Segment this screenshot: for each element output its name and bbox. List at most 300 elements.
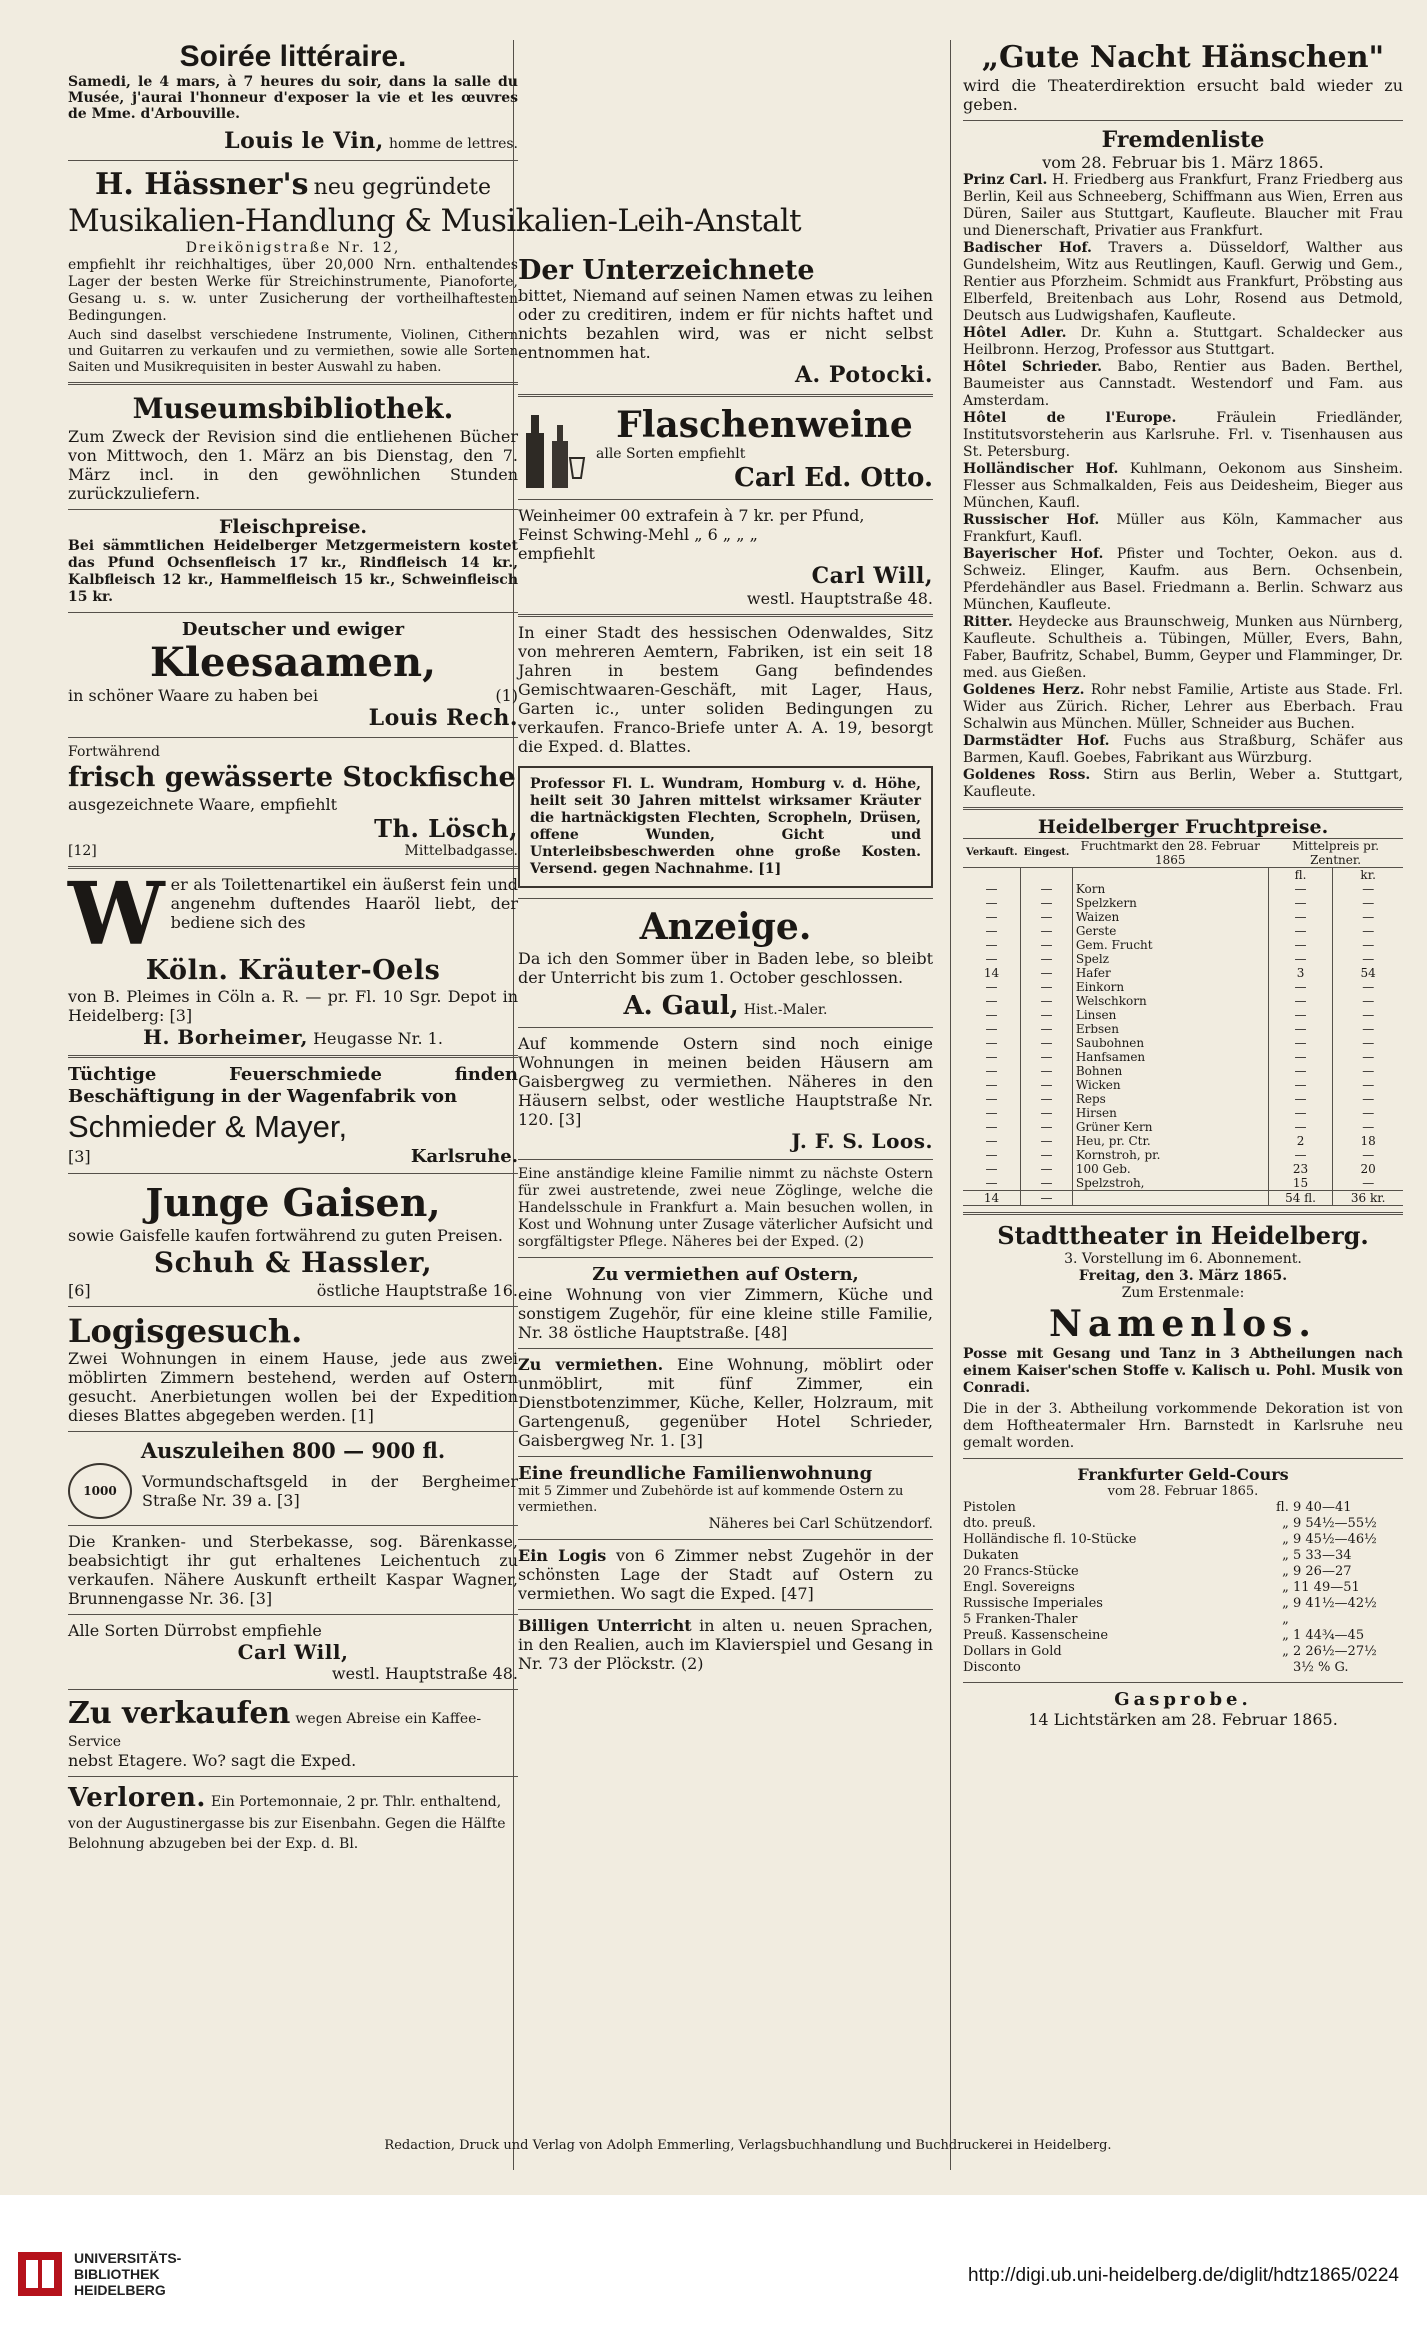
klee-ad [68,619,518,731]
frucht-cell-kr: — [1333,896,1403,910]
frucht-cell-kr: 54 [1333,966,1403,980]
klee-num: (1) [495,686,518,705]
auszuleihen-text: Vormundschaftsgeld in der Bergheimer Straße Nr. 39 a. [142,1472,518,1510]
unterzeichnete-text: bittet, Niemand auf seinen Namen etwas zu leihen oder zu creditiren, indem er für nichts haftet und nichts bezahlen wird, was er nicht selbst entnommen hat. [518,286,933,362]
verkaufen-text-2: nebst Etagere. Wo? sagt die Exped. [68,1751,357,1770]
frucht-cell-fl: 23 [1268,1162,1333,1176]
frucht-row [963,1134,1403,1148]
stock-num: [12] [68,843,97,859]
frucht-cell-name: Welschkorn [1072,994,1268,1008]
frucht-cell-e: — [1021,1106,1073,1120]
geld-name: Preuß. Kassenscheine [963,1628,1109,1643]
library-name-3: HEIDELBERG [74,2282,166,2298]
schmied-ad [68,1064,518,1167]
vermiethen-1-text: eine Wohnung von vier Zimmern, Küche und sonstigem Zugehör, für eine kleine stille Familie, Nr. 38 östliche Hauptstraße. [518,1285,933,1342]
unterricht-text: in alten u. neuen Sprachen, in den Realien, auch im Klavierspiel und Gesang in Nr. 73 der Plöckstr. [518,1616,933,1673]
verkaufen-text: wegen Abreise ein Kaffee-Service [68,1711,482,1750]
toilette-sign: H. Borheimer, [143,1025,308,1049]
hotel-list [963,172,1403,801]
frucht-row [963,1162,1403,1176]
stock-text: ausgezeichnete Waare, empfiehlt [68,795,338,814]
geld-row [963,1516,1403,1532]
frucht-cell-v: — [985,1036,998,1050]
stock-addr: Mittelbadgasse. [404,843,518,859]
frucht-cell-e: — [1021,910,1073,924]
frucht-cell-kr: — [1333,1008,1403,1022]
logis-gesuch-text: Zwei Wohnungen in einem Hause, jede aus zwei möblirten Zimmern bestehend, werden auf Ostern gesucht. Anerbietungen wollen bei der Expedition dieses Blattes abgegeben werden. [68,1349,518,1425]
frucht-sub-fl: fl. [1268,868,1333,883]
geld-value: 2 26½—27½ [1293,1644,1377,1659]
frucht-cell-name: 100 Geb. [1072,1162,1268,1176]
hotel-name: Darmstädter Hof. [963,733,1110,749]
soiree-title: Soirée littéraire. [179,40,407,73]
fremdenliste-date: vom 28. Februar bis 1. März 1865. [1042,153,1324,172]
soiree-sign-role: homme de lettres. [388,136,518,152]
frucht-cell-fl: — [1268,1078,1333,1092]
geld-row [963,1548,1403,1564]
hotel-name: Prinz Carl. [963,172,1048,188]
frucht-head-eingest: Eingest. [1023,847,1070,858]
hotel-name: Hôtel Schrieder. [963,359,1103,375]
gaisen-num: [6] [68,1281,91,1300]
frucht-cell-v: — [985,1148,998,1162]
frucht-cell-v: — [985,1092,998,1106]
mehl-addr: westl. Hauptstraße 48. [746,589,933,608]
frucht-cell-kr: — [1333,1078,1403,1092]
mehl-text-3: empfiehlt [518,544,595,563]
ostern-text: Auf kommende Ostern sind noch einige Wohnungen in meinen beiden Häusern am Gaisbergweg zu vermiethen. Näheres in den Häusern selbst, oder westliche Hauptstraße Nr. 120. [518,1034,933,1129]
anzeige-sign: A. Gaul, [623,991,739,1021]
vermiethen-1-title: Zu vermiethen auf Ostern, [592,1264,859,1285]
geld-unit: „ [1282,1596,1289,1611]
unterzeichnete-sign: A. Potocki. [794,362,933,388]
ostern-num: [3] [558,1110,582,1129]
frucht-row [963,924,1403,938]
frucht-cell-v: — [985,952,998,966]
hotel-entry [963,240,1403,325]
frucht-row [963,1078,1403,1092]
gaisen-addr: östliche Hauptstraße 16. [316,1281,518,1300]
mehl-sign: Carl Will, [811,563,933,589]
hotel-entry [963,359,1403,410]
fruchtpreise [963,816,1403,1206]
auszuleihen-title: Auszuleihen 800 — 900 fl. [140,1438,446,1463]
verloren-title: Verloren. [68,1783,206,1813]
hotel-name: Ritter. [963,614,1013,630]
schmied-text: Tüchtige Feuerschmiede finden Beschäftigung in der Wagenfabrik von [68,1064,518,1107]
krankenkasse-text: Die Kranken- und Sterbekasse, sog. Bärenkasse, beabsichtigt ihr gut erhaltenes Leichentuch zu verkaufen. Nähere Auskunft ertheilt Kaspar Wagner, Brunnengasse Nr. 36. [68,1532,518,1608]
geld-value: 1 44¾—45 [1293,1628,1365,1643]
logis-text: von 6 Zimmer nebst Zugehör in der schönsten Lage der Stadt auf Ostern zu vermiethen. Wo sagt die Exped. [518,1546,934,1603]
frucht-row [963,952,1403,966]
hotel-guests: Rohr nebst Familie, Artiste aus Stade. Frl. Wider aus Zürich. Richer, Lehrer aus Eberbach. Frau Schalwin aus München. Müller, Schneider aus Buchen. [963,682,1403,732]
unterzeichnete-title: Der Unterzeichnete [518,255,815,286]
frucht-cell-name: Linsen [1072,1008,1268,1022]
fleisch-ad [68,516,518,606]
frucht-cell-kr: 20 [1333,1162,1403,1176]
anzeige-title: Anzeige. [639,906,812,948]
frucht-cell-name: Saubohnen [1072,1036,1268,1050]
familienwohnung-sign: Näheres bei Carl Schützendorf. [708,1516,933,1532]
geld-name: 20 Francs-Stücke [963,1564,1079,1579]
logis-gesuch-title: Logisgesuch. [68,1312,303,1350]
frucht-cell-fl: — [1268,1092,1333,1106]
geld-unit: fl. [1276,1500,1289,1515]
frucht-cell-name: Gem. Frucht [1072,938,1268,952]
geld-row [963,1532,1403,1548]
geld-name: 5 Franken-Thaler [963,1612,1078,1627]
frucht-cell-v: — [985,910,998,924]
hotel-guests: Fuchs aus Straßburg, Schäfer aus Barmen, Kaufl. Goebes, Fabrikant aus Würzburg. [963,733,1404,766]
hotel-guests: Dr. Kuhn a. Stuttgart. Schaldecker aus Heilbronn. Herzog, Professor aus Stuttgart. [963,325,1403,358]
hotel-name: Hôtel de l'Europe. [963,410,1177,426]
frucht-cell-name: Heu, pr. Ctr. [1072,1134,1268,1148]
verkaufen-ad [68,1696,518,1770]
frucht-cell-kr: — [1333,924,1403,938]
geld-name: Pistolen [963,1500,1016,1515]
frucht-cell-v: — [985,980,998,994]
frucht-cell-fl: — [1268,1008,1333,1022]
toilette-ad [68,864,518,1049]
duerrobst-addr: westl. Hauptstraße 48. [331,1664,518,1683]
frucht-cell-fl: — [1268,896,1333,910]
professor-text: Professor Fl. L. Wundram, Homburg v. d. Höhe, heilt seit 30 Jahren mittelst wirksamer Kräuter die hartnäckigsten Flechten, Scropheln, Drüsen, offene Wunden, Gicht und Unterleibsbeschwerden ohne große Kosten. Versend. gegen Nachnahme. [530,776,921,877]
geld-unit: „ [1282,1548,1289,1563]
theater-line-2: Freitag, den 3. März 1865. [1078,1268,1288,1284]
frucht-row [963,1106,1403,1120]
auszuleihen-num: [3] [277,1491,300,1510]
geld-value: 11 49—51 [1293,1580,1360,1595]
krankenkasse-num: [3] [249,1589,273,1608]
frucht-cell-e: — [1021,1036,1073,1050]
frucht-cell-kr: — [1333,980,1403,994]
frucht-sub-kr: kr. [1333,868,1403,883]
geld-value: 3½ % G. [1293,1660,1349,1675]
geld-value: 9 41½—42½ [1293,1596,1377,1611]
haessner-addr: Dreikönigstraße Nr. 12, [185,240,401,256]
geld-row [963,1564,1403,1580]
frucht-row [963,896,1403,910]
geld-value: 5 33—34 [1293,1548,1352,1563]
geld-name: Russische Imperiales [963,1596,1103,1611]
hotel-entry [963,461,1403,512]
frucht-cell-v: — [985,1176,998,1190]
geld-list [963,1500,1403,1676]
frucht-cell-v: — [985,1008,998,1022]
klee-sign: Louis Rech. [368,705,518,731]
stock-ad [68,744,518,860]
frucht-cell-v: — [985,1134,998,1148]
frucht-cell-e: — [1021,980,1073,994]
flaschenweine-ad [518,403,933,493]
frucht-cell-fl: — [1268,1050,1333,1064]
frucht-head-preis: Mittelpreis pr. Zentner. [1292,839,1380,867]
frucht-cell-v: — [985,1162,998,1176]
frucht-cell-fl: — [1268,952,1333,966]
frucht-cell-e: — [1021,1064,1073,1078]
ostern-sign: J. F. S. Loos. [791,1129,933,1153]
geld-unit: „ [1282,1612,1289,1627]
geld-row [963,1644,1403,1660]
schmied-title: Schmieder & Mayer, [68,1109,348,1144]
frucht-cell-fl: — [1268,1148,1333,1162]
frucht-cell-name: Korn [1072,882,1268,896]
duerrobst-ad [68,1621,518,1683]
museum-ad [68,391,518,503]
vermiethen-2-num: [3] [680,1431,703,1450]
museum-title: Museumsbibliothek. [132,392,454,425]
stadt-text: In einer Stadt des hessischen Odenwaldes, Sitz von mehreren Aemtern, Fabriken, ist ein seit 18 Jahren in bestem Gang befindendes Gemischtwaaren-Geschäft, mit Lager, Haus, Garten ic., unter soliden Bedingungen zu verkaufen. Franco-Briefe unter A. A. 19, besorgt die Exped. d. Blattes. [518,623,933,756]
frucht-cell-v: — [985,1064,998,1078]
frucht-row [963,1008,1403,1022]
frucht-cell-kr: — [1333,938,1403,952]
gaisen-ad [68,1180,518,1300]
theater-line-3: Zum Erstenmale: [1121,1285,1245,1301]
anzeige-role: Hist.-Maler. [743,1002,828,1018]
geld-value: 9 54½—55½ [1293,1516,1377,1531]
frucht-cell-e: — [1021,966,1073,980]
frucht-cell-fl: 3 [1268,966,1333,980]
logis-num: [47] [780,1584,814,1603]
source-url-link[interactable]: http://digi.ub.uni-heidelberg.de/diglit/hdtz1865/0224 [968,2265,1399,2286]
duerrobst-sign: Carl Will, [237,1640,349,1664]
frucht-cell-v: 14 [983,966,1000,980]
unterricht-title: Billigen Unterricht [518,1616,692,1635]
frucht-cell-kr: — [1333,952,1403,966]
theater-title: Stadttheater in Heidelberg. [997,1221,1369,1250]
familienwohnung-text: mit 5 Zimmer und Zubehörde ist auf kommende Ostern zu vermiethen. [518,1484,904,1515]
soiree-sign: Louis le Vin, [224,128,384,154]
haessner-text: empfiehlt ihr reichhaltiges, über 20,000 Nrn. enthaltendes Lager der besten Werke für Streichinstrumente, Pianoforte, Gesang u. s. w. unter Zusicherung der vortheilhaftesten Bedingungen. [68,257,518,324]
hotel-entry [963,410,1403,461]
frucht-row [963,882,1403,896]
geld-name: Disconto [963,1660,1021,1675]
haessner-tag: neu gegründete [313,175,492,200]
fremdenliste-title: Fremdenliste [1101,127,1265,153]
logis-ad [518,1546,933,1603]
logis-gesuch-ad [68,1313,518,1425]
anzeige-text: Da ich den Sommer über in Baden lebe, so bleibt der Unterricht bis zum 1. October geschlossen. [518,949,933,987]
soiree-ad [68,40,518,154]
gas-title: Gasprobe. [1114,1689,1252,1710]
vermiethen-2-ad [518,1355,933,1450]
gute-nacht-text: wird die Theaterdirektion ersucht bald wieder zu geben. [963,76,1403,114]
flaschenweine-text: alle Sorten empfiehlt [596,445,746,462]
hotel-name: Goldenes Ross. [963,767,1091,783]
frucht-cell-name: Reps [1072,1092,1268,1106]
geld-unit: „ [1282,1564,1289,1579]
stock-sign: Th. Lösch, [374,814,518,843]
frucht-row [963,1022,1403,1036]
schmied-city: Karlsruhe. [410,1146,518,1167]
unterricht-num: (2) [680,1654,704,1673]
familienwohnung-ad [518,1463,933,1533]
geld-value: 9 26—27 [1293,1564,1352,1579]
museum-text: Zum Zweck der Revision sind die entliehenen Bücher von Mittwoch, den 1. März an bis Dienstag, den 7. März incl. in den gewöhnlichen Stunden zurückzuliefern. [68,427,518,503]
frucht-cell-v: — [985,1078,998,1092]
frucht-cell-e: — [1021,1162,1073,1176]
familienwohnung-title: Eine freundliche Familienwohnung [518,1463,873,1484]
professor-num: [1] [758,861,782,877]
fruchtpreise-title: Heidelberger Fruchtpreise. [1037,816,1329,838]
gasprobe [963,1689,1403,1729]
geld-unit: „ [1282,1628,1289,1643]
klee-text: in schöner Waare zu haben bei [68,686,319,705]
frucht-cell-v: — [985,938,998,952]
frucht-row [963,980,1403,994]
frucht-head-verkauft: Verkauft. [966,847,1018,858]
hotel-guests: Travers a. Düsseldorf, Walther aus Gundelsheim, Witz aus Reutlingen, Kaufl. Gerwig und Gem., Rentier aus Pforzheim. Schmidt aus Frankfurt, Pröbsting aus Elberfeld, Breitenbach aus Lohr, Rosend aus Detmold, Deutsch aus Ludwigshafen, Kaufleute. [963,240,1403,324]
library-name-1: UNIVERSITÄTS- [74,2250,182,2266]
geld-unit: „ [1282,1644,1289,1659]
frucht-row [963,1176,1403,1191]
frucht-cell-kr: — [1333,1120,1403,1134]
geld-row [963,1580,1403,1596]
vermiethen-1-num: [48] [754,1323,788,1342]
mehl-text-2: Feinst Schwing-Mehl „ 6 „ „ „ [518,525,758,544]
fremdenliste [963,127,1403,801]
stadt-ad [518,623,933,756]
theater-play: Namenlos. [1049,1303,1317,1345]
frucht-head-markt: Fruchtmarkt den 28. Februar 1865 [1080,839,1260,867]
hotel-name: Russischer Hof. [963,512,1100,528]
geld-unit: „ [1282,1532,1289,1547]
frucht-cell-v: — [985,1022,998,1036]
frucht-cell-fl: — [1268,1036,1333,1050]
familie-num: (2) [844,1234,864,1250]
geld-unit: „ [1282,1516,1289,1531]
gaisen-text: sowie Gaisfelle kaufen fortwährend zu guten Preisen. [68,1226,504,1245]
stock-pre: Fortwährend [68,744,160,760]
gute-nacht-title: „Gute Nacht Hänschen" [981,40,1385,75]
frucht-cell-name: Kornstroh, pr. [1072,1148,1268,1162]
hotel-guests: H. Friedberg aus Frankfurt, Franz Friedberg aus Berlin, Keil aus Schneeberg, Schiffmann aus Wien, Erren aus Düren, Sailer aus Stuttgart, Kaufleute. Blaucher mit Frau und Dienerschaft, Privatier aus Frankfurt. [963,172,1403,239]
frucht-row [963,1050,1403,1064]
frucht-row [963,910,1403,924]
hotel-entry [963,512,1403,546]
theater-line-1: 3. Vorstellung im 6. Abonnement. [1064,1251,1302,1267]
frucht-cell-kr: 18 [1333,1134,1403,1148]
frucht-cell-e: — [1021,1176,1073,1191]
frucht-cell-name: Bohnen [1072,1064,1268,1078]
hotel-entry [963,767,1403,801]
frucht-cell-name: Hanfsamen [1072,1050,1268,1064]
familie-text: Eine anständige kleine Familie nimmt zu nächste Ostern für zwei austretende, zwei neue Zöglinge, welche die Handelsschule in Frankfurt a. Main besuchen wollen, in Kost und Wohnung unter Zusage väterlicher Aufsicht und sorgfältigster Pflege. Näheres bei der Exped. [518,1166,933,1250]
hotel-name: Badischer Hof. [963,240,1092,256]
frucht-cell-fl: 15 [1268,1176,1333,1191]
duerrobst-text: Alle Sorten Dürrobst empfiehle [68,1621,322,1640]
frucht-cell-e: — [1021,1148,1073,1162]
hotel-guests: Heydecke aus Braunschweig, Munken aus Nürnberg, Kaufleute. Schultheis a. Tübingen, Müller, Evers, Bahn, Faber, Baufritz, Schabel, Bumm, Geyper und Flamminger, Dr. med. aus Gießen. [963,614,1404,681]
stock-title: frisch gewässerte Stockfische [68,762,516,793]
frucht-cell-v: — [985,896,998,910]
frucht-cell-e: — [1021,1092,1073,1106]
haessner-text-2: Auch sind daselbst verschiedene Instrumente, Violinen, Cithern und Guitarren zu verkaufen und zu vermiethen, sowie alle Sorten Saiten und Musikrequisiten in bester Auswahl zu haben. [68,328,518,375]
frucht-total-kr: 36 kr. [1333,1191,1403,1206]
frucht-total-fl: 54 fl. [1268,1191,1333,1206]
frucht-cell-kr: — [1333,1176,1403,1191]
frucht-cell-name: Waizen [1072,910,1268,924]
geld-name: Holländische fl. 10-Stücke [963,1532,1137,1547]
fruchtpreise-table [963,838,1403,1206]
frucht-total-v: 14 [983,1191,1000,1205]
frucht-cell-v: — [985,1050,998,1064]
frucht-cell-e: — [1021,1078,1073,1092]
frucht-row [963,1036,1403,1050]
hotel-entry [963,682,1403,733]
auszuleihen-ad [68,1438,518,1519]
hotel-guests: Babo, Rentier aus Baden. Berthel, Baumeister aus Cannstadt. Westendorf und Fam. aus Amsterdam. [963,359,1403,409]
frucht-cell-fl: — [1268,1064,1333,1078]
geld-name: Dollars in Gold [963,1644,1062,1659]
frucht-cell-kr: — [1333,1036,1403,1050]
frucht-cell-name: Spelzstroh, [1072,1176,1268,1191]
hotel-guests: Müller aus Köln, Kammacher aus Frankfurt, Kaufl. [963,512,1403,545]
unterricht-ad [518,1616,933,1673]
frucht-row [963,1092,1403,1106]
klee-head: Deutscher und ewiger [181,619,405,640]
fleisch-title: Fleischpreise. [218,516,368,538]
money-bag-icon [68,1463,132,1519]
column-rule-2 [950,40,951,2170]
frucht-cell-e: — [1021,1134,1073,1148]
library-logo [18,2250,181,2298]
frucht-row [963,1120,1403,1134]
hotel-entry [963,733,1403,767]
mehl-text-1: Weinheimer 00 extrafein à 7 kr. per Pfund, [518,506,865,525]
frucht-cell-name: Einkorn [1072,980,1268,994]
hotel-name: Bayerischer Hof. [963,546,1104,562]
familie-ad [518,1166,933,1251]
geld-name: Dukaten [963,1548,1019,1563]
ostern-ad [518,1034,933,1153]
flaschenweine-sign: Carl Ed. Otto. [734,462,933,493]
frucht-cell-v: — [985,994,998,1008]
frucht-cell-fl: — [1268,1106,1333,1120]
fleisch-text: Bei sämmtlichen Heidelberger Metzgermeistern kostet das Pfund Ochsenfleisch 17 kr., Rindfleisch 14 kr., Kalbfleisch 12 kr., Hammelfleisch 15 kr., Schweinfleisch 15 kr. [68,538,518,605]
verloren-ad [68,1783,518,1853]
frucht-cell-v: — [985,1120,998,1134]
gaisen-sign: Schuh & Hassler, [153,1246,433,1279]
frucht-cell-e: — [1021,952,1073,966]
money-bag-label: 1000 [83,1484,117,1498]
frucht-cell-kr: — [1333,1092,1403,1106]
hotel-name: Hôtel Adler. [963,325,1067,341]
frucht-cell-name: Gerste [1072,924,1268,938]
frucht-cell-e: — [1021,938,1073,952]
frucht-cell-fl: 2 [1268,1134,1333,1148]
vermiethen-2-text: Eine Wohnung, möblirt oder unmöblirt, mit fünf Zimmer, ein Dienstbotenzimmer, Küche, Keller, Holzraum, mit Gartengenuß, gegenüber Hotel Schrieder, Gaisbergweg Nr. 1. [518,1355,934,1450]
frucht-cell-kr: — [1333,1064,1403,1078]
frucht-cell-v: — [985,924,998,938]
geld-date: vom 28. Februar 1865. [1107,1484,1259,1499]
frucht-cell-e: — [1021,896,1073,910]
frucht-cell-fl: — [1268,980,1333,994]
hotel-entry [963,546,1403,614]
geld-title: Frankfurter Geld-Cours [1077,1465,1289,1484]
frucht-total-name [1072,1191,1268,1206]
frucht-total-e: — [1021,1191,1073,1206]
frucht-cell-name: Hafer [1072,966,1268,980]
verkaufen-title: Zu verkaufen [68,1696,291,1731]
frucht-row [963,1064,1403,1078]
frucht-cell-kr: — [1333,1148,1403,1162]
hotel-name: Goldenes Herz. [963,682,1085,698]
vermiethen-2-title: Zu vermiethen. [518,1355,664,1374]
frucht-cell-kr: — [1333,1050,1403,1064]
frucht-cell-e: — [1021,1120,1073,1134]
frucht-cell-kr: — [1333,1022,1403,1036]
